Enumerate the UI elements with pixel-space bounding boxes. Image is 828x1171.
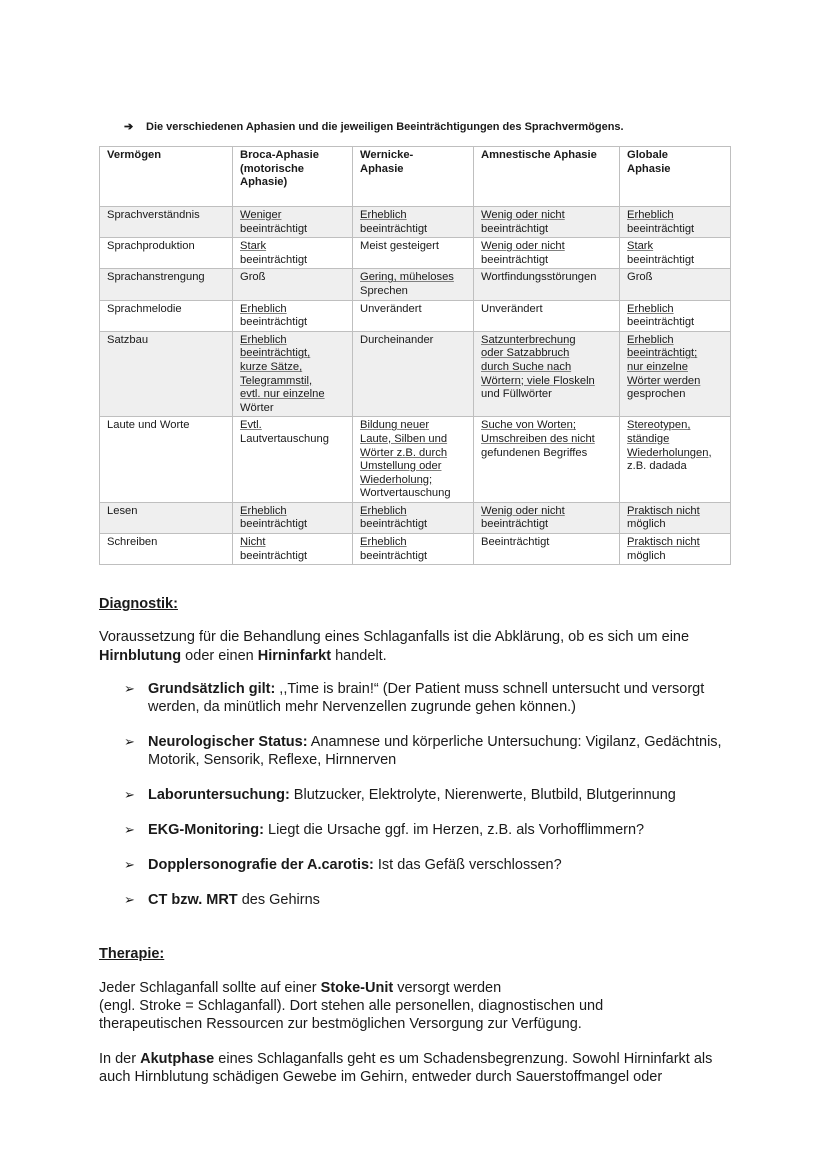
cell-line: Wörtern; viele Floskeln <box>481 374 595 387</box>
cell-line: Laute und Worte <box>107 419 190 432</box>
cell-line: beeinträchtigt <box>360 222 428 235</box>
cell-line: Unverändert <box>360 302 422 315</box>
cell-line: Sprachanstrengung <box>107 271 205 284</box>
cell-line: Wörter z.B. durch <box>360 446 448 459</box>
cell-line: Wiederholung; <box>360 473 433 486</box>
table-cell <box>474 534 620 565</box>
header-cell <box>233 147 353 207</box>
cell-line: Sprachproduktion <box>107 240 195 253</box>
arrowhead-bullet-icon: ➢ <box>124 892 135 907</box>
cell-line: Umstellung oder <box>360 460 442 473</box>
cell-line: Laute, Silben und <box>360 432 448 445</box>
header-cell <box>353 147 474 207</box>
table-row <box>100 207 731 238</box>
cell-line: Unverändert <box>481 302 543 315</box>
cell-line: Wörter werden <box>627 374 701 387</box>
cell-line: Stark <box>627 240 654 253</box>
header-line: Amnestische Aphasie <box>481 149 597 161</box>
cell-line: beeinträchtigt <box>627 253 695 266</box>
cell-line: Wenig oder nicht <box>481 209 565 221</box>
cell-line: Sprachmelodie <box>107 302 182 315</box>
table-cell <box>353 300 474 331</box>
cell-line: Erheblich <box>240 302 287 315</box>
cell-line: Lautvertauschung <box>240 432 329 445</box>
table-cell <box>353 269 474 300</box>
row-label-cell <box>100 331 233 417</box>
cell-line: Bildung neuer <box>360 419 430 432</box>
table-cell <box>233 269 353 300</box>
cell-line: beeinträchtigt; <box>627 347 698 360</box>
cell-line: Durcheinander <box>360 333 434 346</box>
row-label-cell <box>100 300 233 331</box>
arrowhead-bullet-icon: ➢ <box>124 857 135 872</box>
cell-line: möglich <box>627 549 666 562</box>
therapie-title: Therapie: <box>99 946 165 962</box>
table-cell <box>353 207 474 238</box>
header-line: Wernicke- <box>360 149 414 161</box>
cell-line: Lesen <box>107 504 138 517</box>
header-cell <box>474 147 620 207</box>
arrowhead-bullet-icon: ➢ <box>124 734 135 749</box>
table-row <box>100 534 731 565</box>
table-cell <box>353 502 474 533</box>
table-cell <box>233 238 353 269</box>
header-line: Broca-Aphasie <box>240 149 319 161</box>
cell-line: Beeinträchtigt <box>481 536 550 549</box>
cell-line: Umschreiben des nicht <box>481 432 595 445</box>
list-item: ➢ Dopplersonografie der A.carotis: Ist das Gefäß verschlossen? <box>124 857 562 873</box>
table-row <box>100 417 731 503</box>
cell-line: beeinträchtigt <box>481 253 549 266</box>
header-line: Vermögen <box>107 149 162 161</box>
cell-line: Groß <box>240 271 266 284</box>
header-line: Aphasie <box>627 162 671 175</box>
cell-line: Gering, müheloses <box>360 271 454 284</box>
table-cell <box>233 331 353 417</box>
cell-line: Wörter <box>240 401 274 414</box>
cell-line: beeinträchtigt, <box>240 347 311 360</box>
cell-line: beeinträchtigt <box>481 518 549 531</box>
cell-line: beeinträchtigt <box>240 222 308 235</box>
cell-line: Erheblich <box>627 209 674 221</box>
table-row <box>100 238 731 269</box>
table-cell <box>474 331 620 417</box>
table-heading <box>124 120 624 133</box>
cell-line: Wortvertauschung <box>360 487 451 500</box>
cell-line: evtl. nur einzelne <box>240 388 325 401</box>
arrow-right-icon: ➔ <box>124 121 134 133</box>
cell-line: Stark <box>240 240 267 253</box>
cell-line: Erheblich <box>627 333 674 346</box>
row-label-cell <box>100 534 233 565</box>
cell-line: Suche von Worten; <box>481 419 576 432</box>
header-line: (motorische <box>240 162 305 175</box>
cell-line: beeinträchtigt <box>240 316 308 329</box>
table-cell <box>620 417 731 503</box>
table-cell <box>474 502 620 533</box>
cell-line: möglich <box>627 518 666 531</box>
table-cell <box>353 238 474 269</box>
cell-line: Wiederholungen, <box>627 446 712 459</box>
table-cell <box>620 300 731 331</box>
cell-line: Erheblich <box>360 504 407 517</box>
cell-line: Groß <box>627 271 653 284</box>
table-cell <box>620 331 731 417</box>
row-label-cell <box>100 269 233 300</box>
cell-line: Erheblich <box>240 333 287 346</box>
cell-line: Praktisch nicht <box>627 504 700 517</box>
diagnostik-title: Diagnostik: <box>99 596 178 612</box>
table-cell <box>474 238 620 269</box>
table-cell <box>233 534 353 565</box>
cell-line: Praktisch nicht <box>627 536 700 549</box>
diagnostik-intro: Voraussetzung für die Behandlung eines Schlaganfalls ist die Abklärung, ob es sich um eine Hirnblutung oder einen Hirninfarkt handelt. <box>99 629 690 664</box>
cell-line: beeinträchtigt <box>627 222 695 235</box>
table-cell <box>620 269 731 300</box>
cell-line: Erheblich <box>240 504 287 517</box>
cell-line: oder Satzabbruch <box>481 347 570 360</box>
table-header-row <box>100 147 731 207</box>
cell-line: ständige <box>627 432 670 445</box>
cell-line: Satzunterbrechung <box>481 333 576 346</box>
table-row <box>100 300 731 331</box>
cell-line: Sprechen <box>360 284 408 297</box>
cell-line: beeinträchtigt <box>627 316 695 329</box>
cell-line: beeinträchtigt <box>360 518 428 531</box>
cell-line: gefundenen Begriffes <box>481 446 588 459</box>
table-cell <box>474 417 620 503</box>
table-cell <box>353 331 474 417</box>
row-label-cell <box>100 238 233 269</box>
cell-line: beeinträchtigt <box>240 549 308 562</box>
header-cell <box>100 147 233 207</box>
table-body <box>100 207 731 565</box>
cell-line: z.B. dadada <box>627 460 687 473</box>
cell-line: Schreiben <box>107 536 158 549</box>
arrowhead-bullet-icon: ➢ <box>124 822 135 837</box>
table-cell <box>233 502 353 533</box>
cell-line: Wenig oder nicht <box>481 504 565 517</box>
table-row <box>100 269 731 300</box>
cell-line: beeinträchtigt <box>481 222 549 235</box>
row-label-cell <box>100 417 233 503</box>
table-row <box>100 502 731 533</box>
cell-line: Stereotypen, <box>627 419 691 432</box>
table-cell <box>620 502 731 533</box>
table-row <box>100 331 731 417</box>
list-item: ➢ Grundsätzlich gilt: ,,Time is brain!“ (Der Patient muss schnell untersucht und versorgt werden, da minütlich mehr Nervenzellen zugrunde gehen können.) <box>124 681 705 715</box>
table-cell <box>620 534 731 565</box>
cell-line: beeinträchtigt <box>360 549 428 562</box>
list-item: ➢ Laboruntersuchung: Blutzucker, Elektrolyte, Nierenwerte, Blutbild, Blutgerinnung <box>124 787 676 803</box>
therapie-paragraph-1: Jeder Schlaganfall sollte auf einer Stoke-Unit versorgt werden (engl. Stroke = Schlaganfall). Dort stehen alle personellen, diagnostischen und therapeutischen Ressourcen zur bestmöglichen Versorgung zur Verfügung. <box>99 980 604 1032</box>
cell-line: Telegrammstil, <box>240 374 313 387</box>
cell-line: Sprachverständnis <box>107 209 200 221</box>
row-label-cell <box>100 502 233 533</box>
cell-line: und Füllwörter <box>481 388 552 401</box>
cell-line: Nicht <box>240 536 266 549</box>
cell-line: beeinträchtigt <box>240 518 308 531</box>
cell-line: kurze Sätze, <box>240 360 303 373</box>
table-cell <box>233 417 353 503</box>
table-cell <box>620 238 731 269</box>
table-cell <box>233 207 353 238</box>
list-item: ➢ CT bzw. MRT des Gehirns <box>124 892 320 908</box>
cell-line: Erheblich <box>360 536 407 549</box>
cell-line: Wenig oder nicht <box>481 240 565 253</box>
header-cell <box>620 147 731 207</box>
table-cell <box>233 300 353 331</box>
cell-line: durch Suche nach <box>481 360 572 373</box>
arrowhead-bullet-icon: ➢ <box>124 681 135 696</box>
therapie-paragraph-2: In der Akutphase eines Schlaganfalls geht es um Schadensbegrenzung. Sowohl Hirninfarkt als auch Hirnblutung schädigen Gewebe im Gehirn, entweder durch Sauerstoffmangel oder <box>99 1051 713 1085</box>
cell-line: Satzbau <box>107 333 149 346</box>
list-item: ➢ EKG-Monitoring: Liegt die Ursache ggf. im Herzen, z.B. als Vorhofflimmern? <box>124 822 645 838</box>
table-cell <box>474 300 620 331</box>
header-line: Aphasie <box>360 162 404 175</box>
row-label-cell <box>100 207 233 238</box>
list-item: ➢ Neurologischer Status: Anamnese und körperliche Untersuchung: Vigilanz, Gedächtnis, Motorik, Sensorik, Reflexe, Hirnnerven <box>124 734 722 768</box>
table-cell <box>474 269 620 300</box>
cell-line: beeinträchtigt <box>240 253 308 266</box>
diagnostik-list <box>124 680 724 909</box>
cell-line: Erheblich <box>627 302 674 315</box>
cell-line: Meist gesteigert <box>360 240 439 253</box>
table-heading-text: Die verschiedenen Aphasien und die jeweiligen Beeinträchtigungen des Sprachvermögens. <box>146 121 624 133</box>
cell-line: nur einzelne <box>627 360 688 373</box>
table-cell <box>353 534 474 565</box>
table-cell <box>353 417 474 503</box>
cell-line: Evtl. <box>240 419 262 432</box>
table-cell <box>620 207 731 238</box>
header-line: Globale <box>627 149 669 161</box>
cell-line: Weniger <box>240 209 282 221</box>
aphasia-table <box>99 146 731 565</box>
table-cell <box>474 207 620 238</box>
cell-line: Wortfindungsstörungen <box>481 271 597 284</box>
header-line: Aphasie) <box>240 176 288 189</box>
cell-line: gesprochen <box>627 388 686 401</box>
arrowhead-bullet-icon: ➢ <box>124 787 135 802</box>
cell-line: Erheblich <box>360 209 407 221</box>
